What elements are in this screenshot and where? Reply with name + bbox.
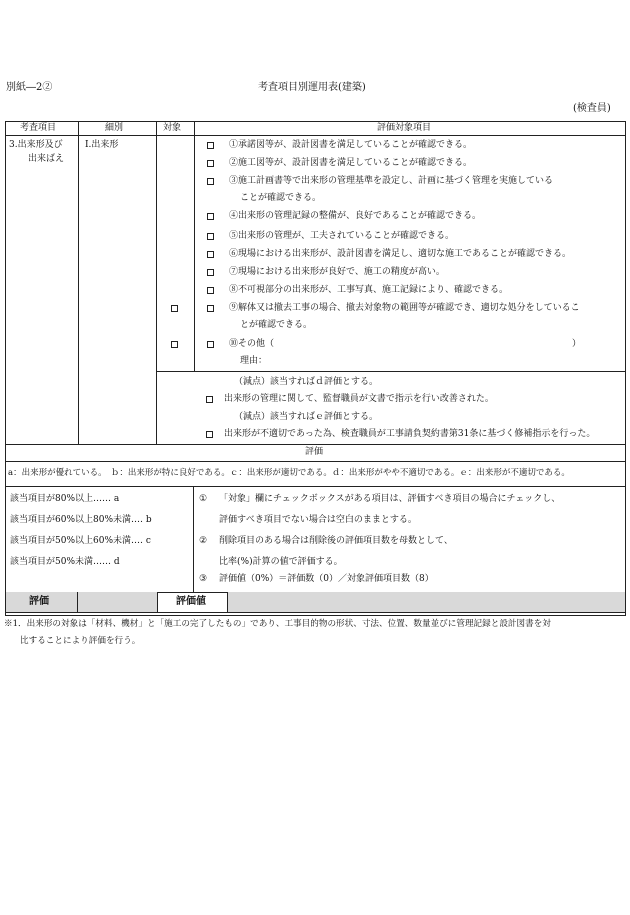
item-checkbox[interactable] <box>207 341 214 348</box>
score-value-label: 評価値 <box>176 596 206 607</box>
deduction-checkbox[interactable] <box>206 396 213 403</box>
grade-divider <box>5 486 626 487</box>
item-text-close: ） <box>572 339 582 349</box>
header-eval-items: 評価対象項目 <box>377 123 432 133</box>
item-text-cont: とが確認できる。 <box>240 320 313 330</box>
category-label-2: 出来ばえ <box>28 154 65 164</box>
col-divider-2 <box>156 121 157 444</box>
footnote-line2: 比することにより評価を行う。 <box>20 636 141 646</box>
subcategory-label: Ⅰ.出来形 <box>85 140 119 150</box>
rule-text-cont: 評価すべき項目でない場合は空白のままとする。 <box>219 515 417 525</box>
item-text: ③施工計画書等で出来形の管理基準を設定し、計画に基づく管理を実施している <box>229 176 554 186</box>
evaluation-heading: 評価 <box>305 447 324 457</box>
header-target: 対象 <box>163 123 182 133</box>
deduction-checkbox[interactable] <box>206 431 213 438</box>
item-text: ④出来形の管理記録の整備が、良好であることが確認できる。 <box>229 211 482 221</box>
page-title: 考査項目別運用表(建築) <box>258 82 366 93</box>
item-text: ⑨解体又は撤去工事の場合、撤去対象物の範囲等が確認でき、適切な処分をしているこ <box>229 303 580 313</box>
rule-number: ② <box>199 536 208 546</box>
item-checkbox[interactable] <box>207 178 214 185</box>
threshold-b: 該当項目が60%以上80%未満‥‥ b <box>10 515 152 525</box>
threshold-c: 該当項目が50%以上60%未満‥‥ c <box>10 536 151 546</box>
col-divider-3 <box>194 121 195 371</box>
rule-text: 評価値（0%）＝評価数（0）／対象評価項目数（8） <box>219 574 434 584</box>
item-checkbox[interactable] <box>207 142 214 149</box>
score-input[interactable] <box>78 592 158 613</box>
deduction-note: （減点）該当すればｅ評価とする。 <box>234 412 379 422</box>
grade-definitions: a：出来形が優れている。 ｂ：出来形が特に良好である。ｃ：出来形が適切である。ｄ：出来形がやや不適切である。ｅ：出来形が不適切である。 <box>8 468 570 478</box>
doc-number: 別紙―2② <box>6 82 53 93</box>
role-label: (検査員) <box>573 103 611 114</box>
section-divider <box>5 444 626 445</box>
item-text-cont: ことが確認できる。 <box>240 193 322 203</box>
rules-col-divider <box>193 486 194 592</box>
item-checkbox[interactable] <box>207 287 214 294</box>
rule-number: ③ <box>199 574 208 584</box>
item-text: ⑤出来形の管理が、工夫されていることが確認できる。 <box>229 231 455 241</box>
deduction-text: 出来形の管理に関して、監督職員が文書で指示を行い改善された。 <box>224 394 494 404</box>
col-divider-1 <box>78 121 79 444</box>
item-text: ⑦現場における出来形が良好で、施工の精度が高い。 <box>229 267 445 277</box>
item-checkbox[interactable] <box>207 251 214 258</box>
rule-text-cont: 比率(%)計算の値で評価する。 <box>219 557 343 567</box>
item-text: ⑥現場における出来形が、設計図書を満足し、適切な施工であることが確認できる。 <box>229 249 572 259</box>
header-item: 考査項目 <box>20 123 57 133</box>
category-label: 3.出来形及び <box>9 140 63 150</box>
item-checkbox[interactable] <box>207 269 214 276</box>
threshold-a: 該当項目が80%以上‥‥‥ a <box>10 494 120 504</box>
item-text: ⑧不可視部分の出来形が、工事写真、施工記録により、確認できる。 <box>229 285 509 295</box>
target-checkbox-10[interactable] <box>171 341 178 348</box>
threshold-d: 該当項目が50%未満‥‥‥ d <box>10 557 120 567</box>
reason-label: 理由： <box>240 356 268 366</box>
item-checkbox[interactable] <box>207 305 214 312</box>
eval-heading-divider <box>5 461 626 462</box>
item-text: ⑩その他（ <box>229 339 275 349</box>
deduction-divider <box>156 371 626 372</box>
deduction-text: 出来形が不適切であった為、検査職員が工事請負契約書第31条に基づく修補指示を行った。 <box>224 429 596 439</box>
deduction-note: （減点）該当すればｄ評価とする。 <box>234 377 379 387</box>
item-checkbox[interactable] <box>207 213 214 220</box>
score-value-input[interactable] <box>228 592 626 613</box>
rule-number: ① <box>199 494 208 504</box>
rule-text: 「対象」欄にチェックボックスがある項目は、評価すべき項目の場合にチェックし、 <box>219 494 561 504</box>
item-checkbox[interactable] <box>207 160 214 167</box>
item-checkbox[interactable] <box>207 233 214 240</box>
header-divider <box>5 135 626 136</box>
rule-text: 削除項目のある場合は削除後の評価項目数を母数として、 <box>219 536 453 546</box>
score-label: 評価 <box>29 596 49 607</box>
target-checkbox-9[interactable] <box>171 305 178 312</box>
item-text: ①承諾図等が、設計図書を満足していることが確認できる。 <box>229 140 473 150</box>
header-subitem: 細別 <box>105 123 124 133</box>
item-text: ②施工図等が、設計図書を満足していることが確認できる。 <box>229 158 473 168</box>
footnote-line1: ※1．出来形の対象は「材料、機材」と「施工の完了したもの」であり、工事目的物の形状、寸法、位置、数量並びに管理記録と設計図書を対 <box>4 619 551 629</box>
